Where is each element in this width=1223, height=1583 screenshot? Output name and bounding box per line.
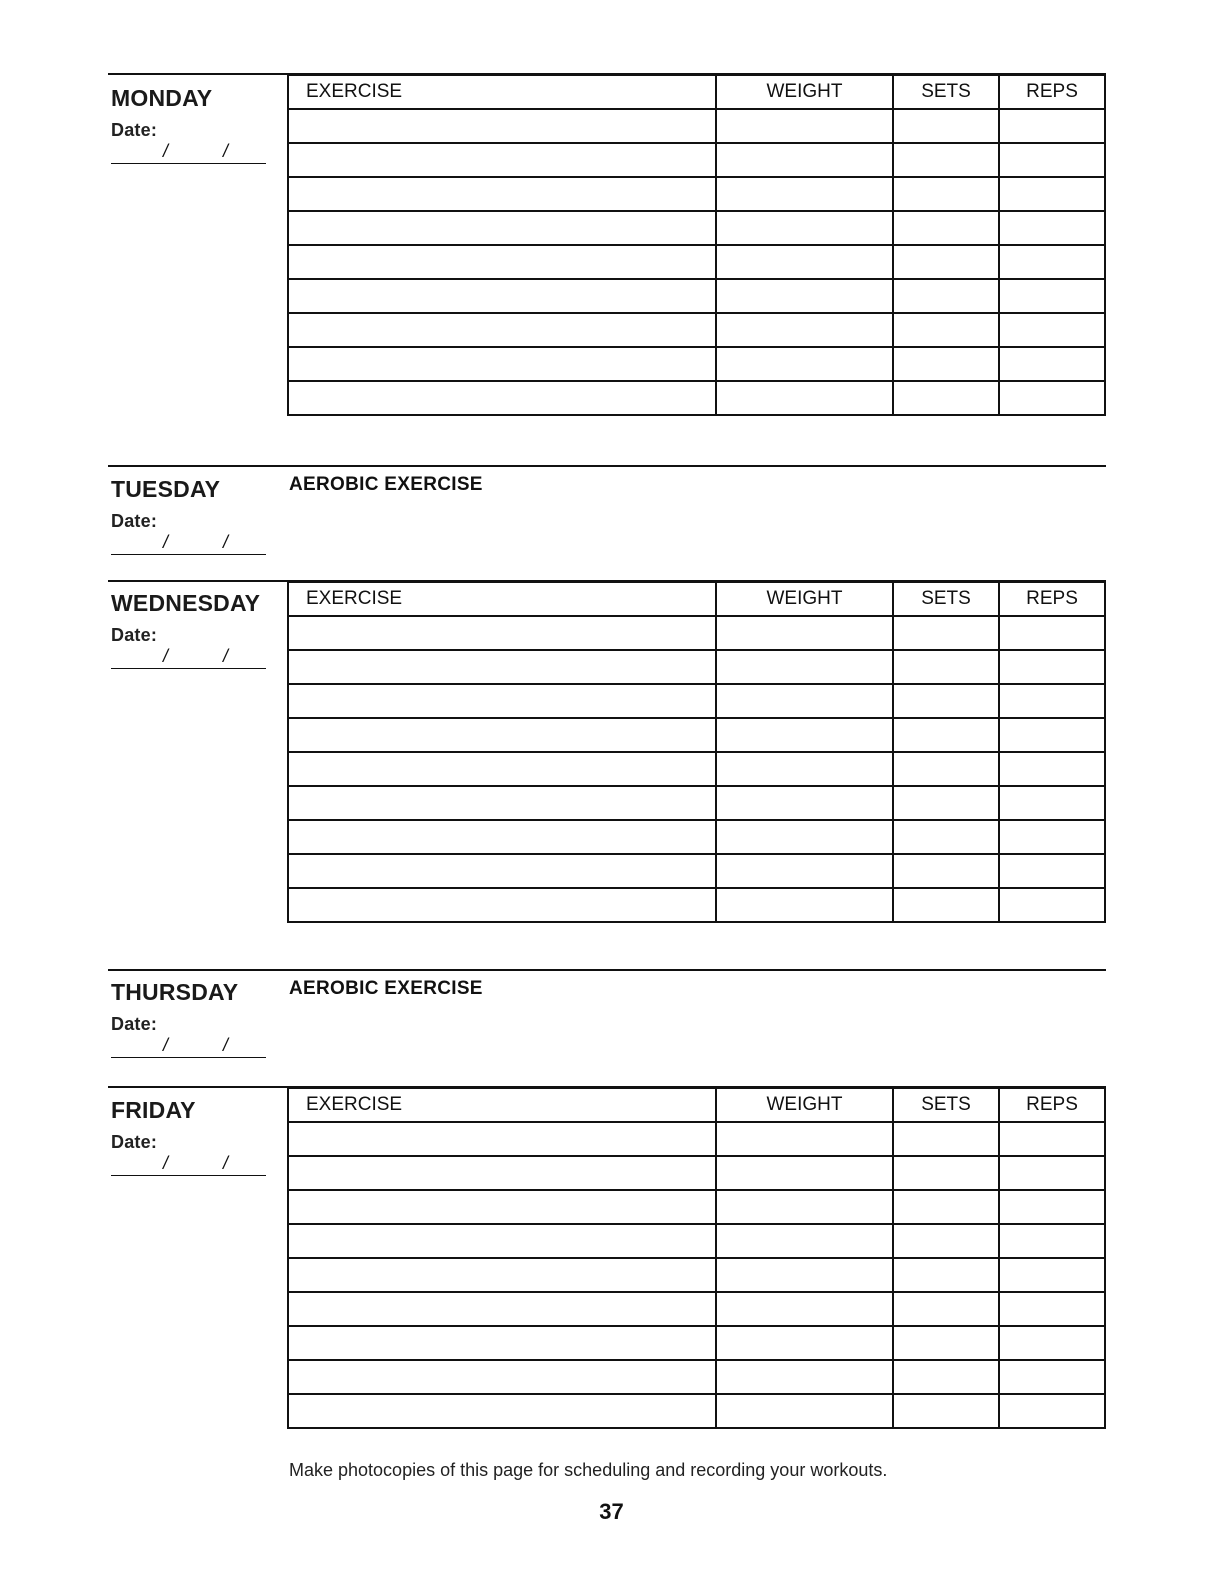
sets-cell[interactable] (893, 1156, 999, 1190)
column-header-sets: SETS (893, 1088, 999, 1122)
table-row (288, 854, 1105, 888)
date-separator: / (223, 1035, 229, 1055)
reps-cell[interactable] (999, 1326, 1105, 1360)
table-row (288, 279, 1105, 313)
reps-cell[interactable] (999, 616, 1105, 650)
reps-cell[interactable] (999, 381, 1105, 415)
weight-cell[interactable] (716, 650, 893, 684)
sets-cell[interactable] (893, 820, 999, 854)
sets-cell[interactable] (893, 786, 999, 820)
reps-cell[interactable] (999, 279, 1105, 313)
sets-cell[interactable] (893, 143, 999, 177)
sets-cell[interactable] (893, 616, 999, 650)
weight-cell[interactable] (716, 347, 893, 381)
table-row (288, 684, 1105, 718)
exercise-cell[interactable] (288, 279, 716, 313)
table-row (288, 143, 1105, 177)
date-field[interactable] (111, 141, 266, 164)
weight-cell[interactable] (716, 313, 893, 347)
sets-cell[interactable] (893, 684, 999, 718)
table-row (288, 1156, 1105, 1190)
column-header-weight: WEIGHT (716, 75, 893, 109)
weight-cell[interactable] (716, 245, 893, 279)
weight-cell[interactable] (716, 177, 893, 211)
weight-cell[interactable] (716, 786, 893, 820)
weight-cell[interactable] (716, 211, 893, 245)
day-block-wednesday (111, 590, 266, 669)
exercise-cell[interactable] (288, 650, 716, 684)
exercise-cell[interactable] (288, 1122, 716, 1156)
exercise-cell[interactable] (288, 786, 716, 820)
date-separator: / (223, 1153, 229, 1173)
reps-cell[interactable] (999, 1156, 1105, 1190)
column-header-exercise: EXERCISE (288, 75, 716, 109)
day-block-tuesday (111, 476, 266, 555)
sets-cell[interactable] (893, 854, 999, 888)
exercise-cell[interactable] (288, 211, 716, 245)
weight-cell[interactable] (716, 143, 893, 177)
column-header-sets: SETS (893, 582, 999, 616)
day-name: WEDNESDAY (111, 590, 261, 616)
exercise-cell[interactable] (288, 1224, 716, 1258)
reps-cell[interactable] (999, 718, 1105, 752)
exercise-cell[interactable] (288, 381, 716, 415)
table-row (288, 820, 1105, 854)
table-row (288, 888, 1105, 922)
sets-cell[interactable] (893, 245, 999, 279)
sets-cell[interactable] (893, 1190, 999, 1224)
exercise-cell[interactable] (288, 888, 716, 922)
section-divider-tuesday (108, 465, 1106, 467)
date-field[interactable] (111, 532, 266, 555)
weight-cell[interactable] (716, 1258, 893, 1292)
footer-note: Make photocopies of this page for scheduling and recording your workouts. (289, 1460, 888, 1480)
weight-cell[interactable] (716, 1224, 893, 1258)
table-row (288, 1190, 1105, 1224)
table-row (288, 1394, 1105, 1428)
sets-cell[interactable] (893, 888, 999, 922)
reps-cell[interactable] (999, 888, 1105, 922)
exercise-cell[interactable] (288, 718, 716, 752)
exercise-cell[interactable] (288, 313, 716, 347)
table-row (288, 245, 1105, 279)
date-label: Date: (111, 1014, 158, 1034)
weight-cell[interactable] (716, 1122, 893, 1156)
reps-cell[interactable] (999, 109, 1105, 143)
column-header-sets: SETS (893, 75, 999, 109)
date-label: Date: (111, 120, 158, 140)
sets-cell[interactable] (893, 381, 999, 415)
reps-cell[interactable] (999, 1224, 1105, 1258)
exercise-table-wednesday (287, 581, 1106, 923)
date-separator: / (163, 1153, 169, 1173)
date-field[interactable] (111, 646, 266, 669)
table-row (288, 1122, 1105, 1156)
weight-cell[interactable] (716, 820, 893, 854)
reps-cell[interactable] (999, 211, 1105, 245)
table-header-row (288, 582, 1105, 616)
reps-cell[interactable] (999, 1394, 1105, 1428)
sets-cell[interactable] (893, 1122, 999, 1156)
reps-cell[interactable] (999, 1360, 1105, 1394)
day-block-monday (111, 85, 266, 164)
reps-cell[interactable] (999, 1190, 1105, 1224)
reps-cell[interactable] (999, 650, 1105, 684)
weight-cell[interactable] (716, 381, 893, 415)
column-header-weight: WEIGHT (716, 1088, 893, 1122)
table-row (288, 650, 1105, 684)
exercise-cell[interactable] (288, 1326, 716, 1360)
reps-cell[interactable] (999, 820, 1105, 854)
exercise-cell[interactable] (288, 347, 716, 381)
column-header-reps: REPS (999, 75, 1105, 109)
reps-cell[interactable] (999, 177, 1105, 211)
exercise-cell[interactable] (288, 616, 716, 650)
date-separator: / (223, 646, 229, 666)
day-block-friday (111, 1097, 266, 1176)
reps-cell[interactable] (999, 313, 1105, 347)
weight-cell[interactable] (716, 854, 893, 888)
sets-cell[interactable] (893, 1326, 999, 1360)
reps-cell[interactable] (999, 854, 1105, 888)
table-row (288, 1224, 1105, 1258)
sets-cell[interactable] (893, 718, 999, 752)
exercise-cell[interactable] (288, 177, 716, 211)
weight-cell[interactable] (716, 1360, 893, 1394)
sets-cell[interactable] (893, 1394, 999, 1428)
exercise-cell[interactable] (288, 1360, 716, 1394)
sets-cell[interactable] (893, 347, 999, 381)
aerobic-exercise-label: AEROBIC EXERCISE (289, 978, 483, 999)
day-name: THURSDAY (111, 979, 239, 1005)
column-header-reps: REPS (999, 1088, 1105, 1122)
reps-cell[interactable] (999, 245, 1105, 279)
exercise-cell[interactable] (288, 1292, 716, 1326)
sets-cell[interactable] (893, 313, 999, 347)
exercise-cell[interactable] (288, 684, 716, 718)
table-header-row (288, 75, 1105, 109)
weight-cell[interactable] (716, 1190, 893, 1224)
exercise-cell[interactable] (288, 752, 716, 786)
exercise-cell[interactable] (288, 143, 716, 177)
table-row (288, 347, 1105, 381)
sets-cell[interactable] (893, 1224, 999, 1258)
weight-cell[interactable] (716, 1156, 893, 1190)
exercise-table-friday (287, 1087, 1106, 1429)
page-number: 37 (599, 1499, 624, 1524)
table-row (288, 109, 1105, 143)
date-separator: / (163, 1035, 169, 1055)
table-row (288, 752, 1105, 786)
weight-cell[interactable] (716, 1292, 893, 1326)
exercise-cell[interactable] (288, 854, 716, 888)
exercise-cell[interactable] (288, 245, 716, 279)
table-row (288, 211, 1105, 245)
date-field[interactable] (111, 1153, 266, 1176)
date-label: Date: (111, 1132, 158, 1152)
date-separator: / (163, 141, 169, 161)
sets-cell[interactable] (893, 752, 999, 786)
aerobic-exercise-label: AEROBIC EXERCISE (289, 474, 483, 495)
weight-cell[interactable] (716, 888, 893, 922)
exercise-cell[interactable] (288, 1394, 716, 1428)
day-block-thursday (111, 979, 266, 1058)
day-name: FRIDAY (111, 1097, 196, 1123)
sets-cell[interactable] (893, 279, 999, 313)
weight-cell[interactable] (716, 616, 893, 650)
date-separator: / (223, 141, 229, 161)
table-header-row (288, 1088, 1105, 1122)
reps-cell[interactable] (999, 684, 1105, 718)
column-header-weight: WEIGHT (716, 582, 893, 616)
day-name: MONDAY (111, 85, 213, 111)
reps-cell[interactable] (999, 1258, 1105, 1292)
table-row (288, 313, 1105, 347)
sets-cell[interactable] (893, 1360, 999, 1394)
weight-cell[interactable] (716, 752, 893, 786)
table-row (288, 616, 1105, 650)
date-separator: / (163, 532, 169, 552)
reps-cell[interactable] (999, 752, 1105, 786)
column-header-reps: REPS (999, 582, 1105, 616)
sets-cell[interactable] (893, 1258, 999, 1292)
table-row (288, 1258, 1105, 1292)
exercise-cell[interactable] (288, 1258, 716, 1292)
table-row (288, 1326, 1105, 1360)
table-body (288, 616, 1105, 922)
sets-cell[interactable] (893, 211, 999, 245)
weight-cell[interactable] (716, 109, 893, 143)
reps-cell[interactable] (999, 347, 1105, 381)
table-row (288, 1292, 1105, 1326)
date-label: Date: (111, 625, 158, 645)
table-row (288, 718, 1105, 752)
reps-cell[interactable] (999, 1292, 1105, 1326)
exercise-cell[interactable] (288, 109, 716, 143)
exercise-table-monday (287, 74, 1106, 416)
weight-cell[interactable] (716, 279, 893, 313)
exercise-cell[interactable] (288, 820, 716, 854)
column-header-exercise: EXERCISE (288, 582, 716, 616)
date-field[interactable] (111, 1035, 266, 1058)
table-row (288, 1360, 1105, 1394)
table-body (288, 1122, 1105, 1428)
column-header-exercise: EXERCISE (288, 1088, 716, 1122)
weight-cell[interactable] (716, 1394, 893, 1428)
sets-cell[interactable] (893, 177, 999, 211)
weight-cell[interactable] (716, 1326, 893, 1360)
weight-cell[interactable] (716, 718, 893, 752)
table-row (288, 381, 1105, 415)
reps-cell[interactable] (999, 786, 1105, 820)
exercise-cell[interactable] (288, 1156, 716, 1190)
date-separator: / (223, 532, 229, 552)
reps-cell[interactable] (999, 143, 1105, 177)
weight-cell[interactable] (716, 684, 893, 718)
sets-cell[interactable] (893, 1292, 999, 1326)
day-name: TUESDAY (111, 476, 221, 502)
date-separator: / (163, 646, 169, 666)
sets-cell[interactable] (893, 109, 999, 143)
exercise-cell[interactable] (288, 1190, 716, 1224)
sets-cell[interactable] (893, 650, 999, 684)
table-body (288, 109, 1105, 415)
section-divider-thursday (108, 969, 1106, 971)
date-label: Date: (111, 511, 158, 531)
reps-cell[interactable] (999, 1122, 1105, 1156)
table-row (288, 177, 1105, 211)
table-row (288, 786, 1105, 820)
